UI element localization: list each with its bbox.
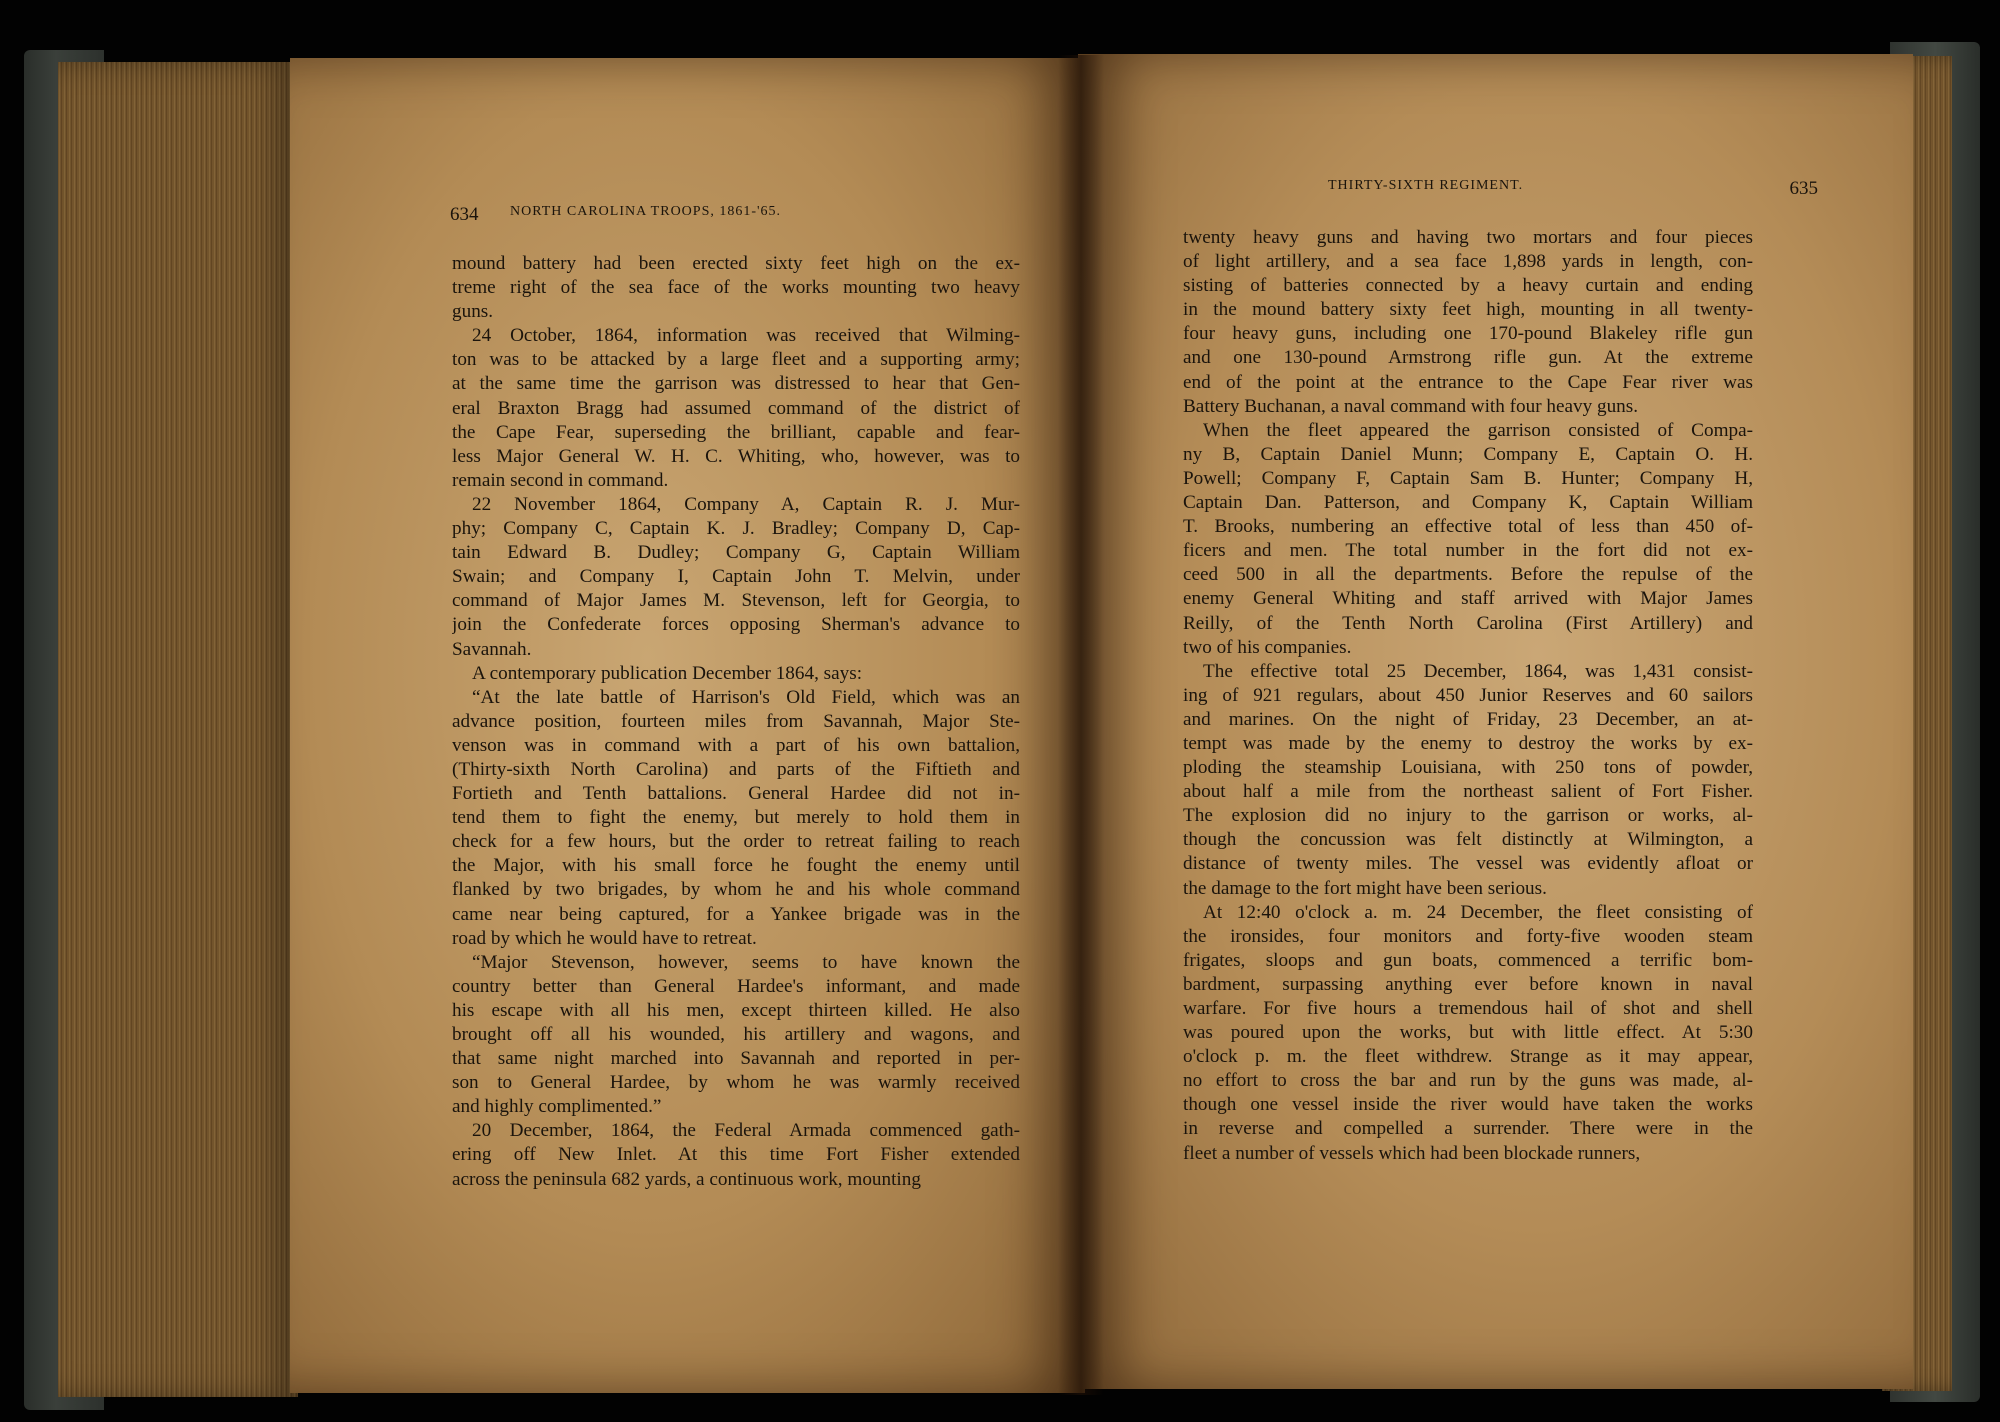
text-line: phy; Company C, Captain K. J. Bradley; Company D, Cap- bbox=[452, 518, 1020, 540]
text-line: four heavy guns, including one 170-pound Blakeley rifle gun bbox=[1183, 323, 1753, 345]
text-line: Swain; and Company I, Captain John T. Melvin, under bbox=[452, 566, 1020, 588]
left-body-text bbox=[452, 252, 1020, 1192]
text-line: tempt was made by the enemy to destroy the works by ex- bbox=[1183, 732, 1753, 754]
text-line: no effort to cross the bar and run by the guns was made, al- bbox=[1183, 1070, 1753, 1092]
text-line: frigates, sloops and gun boats, commenced a terrific bom- bbox=[1183, 949, 1753, 971]
text-line: Captain Dan. Patterson, and Company K, Captain William bbox=[1183, 492, 1753, 514]
text-line: came near being captured, for a Yankee brigade was in the bbox=[452, 903, 1020, 925]
text-line: Powell; Company F, Captain Sam B. Hunter; Company H, bbox=[1183, 467, 1753, 489]
text-line: The effective total 25 December, 1864, was 1,431 consist- bbox=[1203, 660, 1753, 682]
text-line: remain second in command. bbox=[452, 469, 669, 491]
text-line: eral Braxton Bragg had assumed command of the district of bbox=[452, 397, 1020, 419]
text-line: his escape with all his men, except thirteen killed. He also bbox=[452, 999, 1020, 1021]
text-line: flanked by two brigades, by whom he and his whole command bbox=[452, 879, 1020, 901]
text-line: 22 November 1864, Company A, Captain R. J. Mur- bbox=[472, 493, 1020, 515]
text-line: end of the point at the entrance to the Cape Fear river was bbox=[1183, 371, 1753, 393]
text-line: that same night marched into Savannah and reported in per- bbox=[452, 1048, 1020, 1070]
text-line: warfare. For five hours a tremendous hail of shot and shell bbox=[1183, 998, 1753, 1019]
text-line: command of Major James M. Stevenson, left for Georgia, to bbox=[452, 590, 1020, 612]
text-line: the Major, with his small force he fought the enemy until bbox=[452, 855, 1020, 877]
page-edges-left bbox=[58, 62, 298, 1397]
text-line: A contemporary publication December 1864, says: bbox=[472, 662, 863, 684]
text-line: of light artillery, and a sea face 1,898 yards in length, con- bbox=[1183, 251, 1753, 273]
text-line: fleet a number of vessels which had been blockade runners, bbox=[1183, 1142, 1641, 1164]
text-line: was poured upon the works, but with little effect. At 5:30 bbox=[1183, 1022, 1753, 1044]
text-line: 24 October, 1864, information was received that Wilming- bbox=[472, 325, 1020, 347]
text-line: twenty heavy guns and having two mortars and four pieces bbox=[1183, 227, 1753, 248]
text-line: join the Confederate forces opposing Sherman's advance to bbox=[452, 614, 1020, 636]
left-running-title: NORTH CAROLINA TROOPS, 1861-'65. bbox=[510, 204, 782, 219]
right-running-title: THIRTY-SIXTH REGIMENT. bbox=[1328, 178, 1524, 193]
text-line: Battery Buchanan, a naval command with four heavy guns. bbox=[1183, 395, 1639, 417]
text-line: country better than General Hardee's informant, and made bbox=[452, 975, 1020, 997]
text-line: mound battery had been erected sixty feet high on the ex- bbox=[452, 253, 1020, 274]
text-line: tend them to fight the enemy, but merely to hold them in bbox=[452, 807, 1020, 829]
text-line: road by which he would have to retreat. bbox=[452, 927, 757, 949]
text-line: o'clock p. m. the fleet withdrew. Strange as it may appear, bbox=[1183, 1046, 1753, 1068]
text-line: “Major Stevenson, however, seems to have known the bbox=[472, 951, 1020, 973]
text-line: sisting of batteries connected by a heavy curtain and ending bbox=[1183, 275, 1753, 297]
left-page bbox=[290, 58, 1085, 1393]
text-line: in reverse and compelled a surrender. There were in the bbox=[1183, 1118, 1753, 1140]
text-line: at the same time the garrison was distressed to hear that Gen- bbox=[452, 373, 1020, 395]
text-line: in the mound battery sixty feet high, mounting in all twenty- bbox=[1183, 299, 1753, 321]
text-line: (Thirty-sixth North Carolina) and parts of the Fiftieth and bbox=[452, 758, 1020, 780]
text-line: treme right of the sea face of the works mounting two heavy bbox=[452, 277, 1020, 299]
text-line: The explosion did no injury to the garrison or works, al- bbox=[1183, 805, 1753, 827]
text-line: about half a mile from the northeast salient of Fort Fisher. bbox=[1183, 781, 1753, 803]
text-line: brought off all his wounded, his artillery and wagons, and bbox=[452, 1024, 1020, 1045]
text-line: 20 December, 1864, the Federal Armada commenced gath- bbox=[472, 1120, 1020, 1142]
text-line: Savannah. bbox=[452, 638, 532, 660]
right-page bbox=[1078, 54, 1913, 1389]
text-line: and marines. On the night of Friday, 23 December, an at- bbox=[1183, 708, 1753, 730]
text-line: ploding the steamship Louisiana, with 250 tons of powder, bbox=[1183, 757, 1753, 779]
text-line: two of his companies. bbox=[1183, 636, 1352, 658]
text-line: tain Edward B. Dudley; Company G, Captain William bbox=[452, 542, 1020, 564]
text-line: Reilly, of the Tenth North Carolina (First Artillery) and bbox=[1183, 612, 1753, 634]
text-line: ing of 921 regulars, about 450 Junior Reserves and 60 sailors bbox=[1183, 684, 1753, 706]
right-body-text bbox=[1183, 226, 1753, 1166]
text-line: ficers and men. The total number in the fort did not ex- bbox=[1183, 540, 1753, 562]
text-line: the ironsides, four monitors and forty-five wooden steam bbox=[1183, 925, 1753, 947]
text-line: distance of twenty miles. The vessel was evidently afloat or bbox=[1183, 853, 1753, 875]
text-line: the Cape Fear, superseding the brilliant, capable and fear- bbox=[452, 421, 1020, 443]
text-line: ny B, Captain Daniel Munn; Company E, Captain O. H. bbox=[1183, 443, 1753, 465]
text-line: guns. bbox=[452, 301, 494, 323]
text-line: “At the late battle of Harrison's Old Field, which was an bbox=[472, 686, 1020, 708]
right-page-number: 635 bbox=[1789, 178, 1818, 199]
text-line: check for a few hours, but the order to retreat failing to reach bbox=[452, 831, 1020, 853]
text-line: less Major General W. H. C. Whiting, who, however, was to bbox=[452, 445, 1020, 467]
text-line: Fortieth and Tenth battalions. General Hardee did not in- bbox=[452, 783, 1020, 805]
text-line: T. Brooks, numbering an effective total of less than 450 of- bbox=[1183, 516, 1753, 538]
text-line: advance position, fourteen miles from Savannah, Major Ste- bbox=[452, 710, 1020, 732]
text-line: though one vessel inside the river would have taken the works bbox=[1183, 1094, 1753, 1116]
text-line: When the fleet appeared the garrison consisted of Compa- bbox=[1203, 419, 1753, 441]
text-line: bardment, surpassing anything ever before known in naval bbox=[1183, 973, 1753, 995]
text-line: the damage to the fort might have been serious. bbox=[1183, 877, 1547, 899]
text-line: ceed 500 in all the departments. Before the repulse of the bbox=[1183, 564, 1753, 586]
text-line: and highly complimented.” bbox=[452, 1096, 662, 1118]
text-line: across the peninsula 682 yards, a continuous work, mounting bbox=[452, 1168, 921, 1190]
text-line: though the concussion was felt distinctly at Wilmington, a bbox=[1183, 829, 1753, 851]
text-line: At 12:40 o'clock a. m. 24 December, the fleet consisting of bbox=[1203, 901, 1753, 923]
text-line: venson was in command with a part of his own battalion, bbox=[452, 734, 1020, 756]
text-line: enemy General Whiting and staff arrived with Major James bbox=[1183, 588, 1753, 610]
text-line: ton was to be attacked by a large fleet and a supporting army; bbox=[452, 349, 1020, 371]
text-line: ering off New Inlet. At this time Fort Fisher extended bbox=[452, 1144, 1020, 1166]
book-gutter bbox=[1058, 55, 1104, 1395]
text-line: son to General Hardee, by whom he was warmly received bbox=[452, 1072, 1020, 1094]
left-page-number: 634 bbox=[450, 204, 479, 225]
text-line: and one 130-pound Armstrong rifle gun. At the extreme bbox=[1183, 347, 1753, 369]
